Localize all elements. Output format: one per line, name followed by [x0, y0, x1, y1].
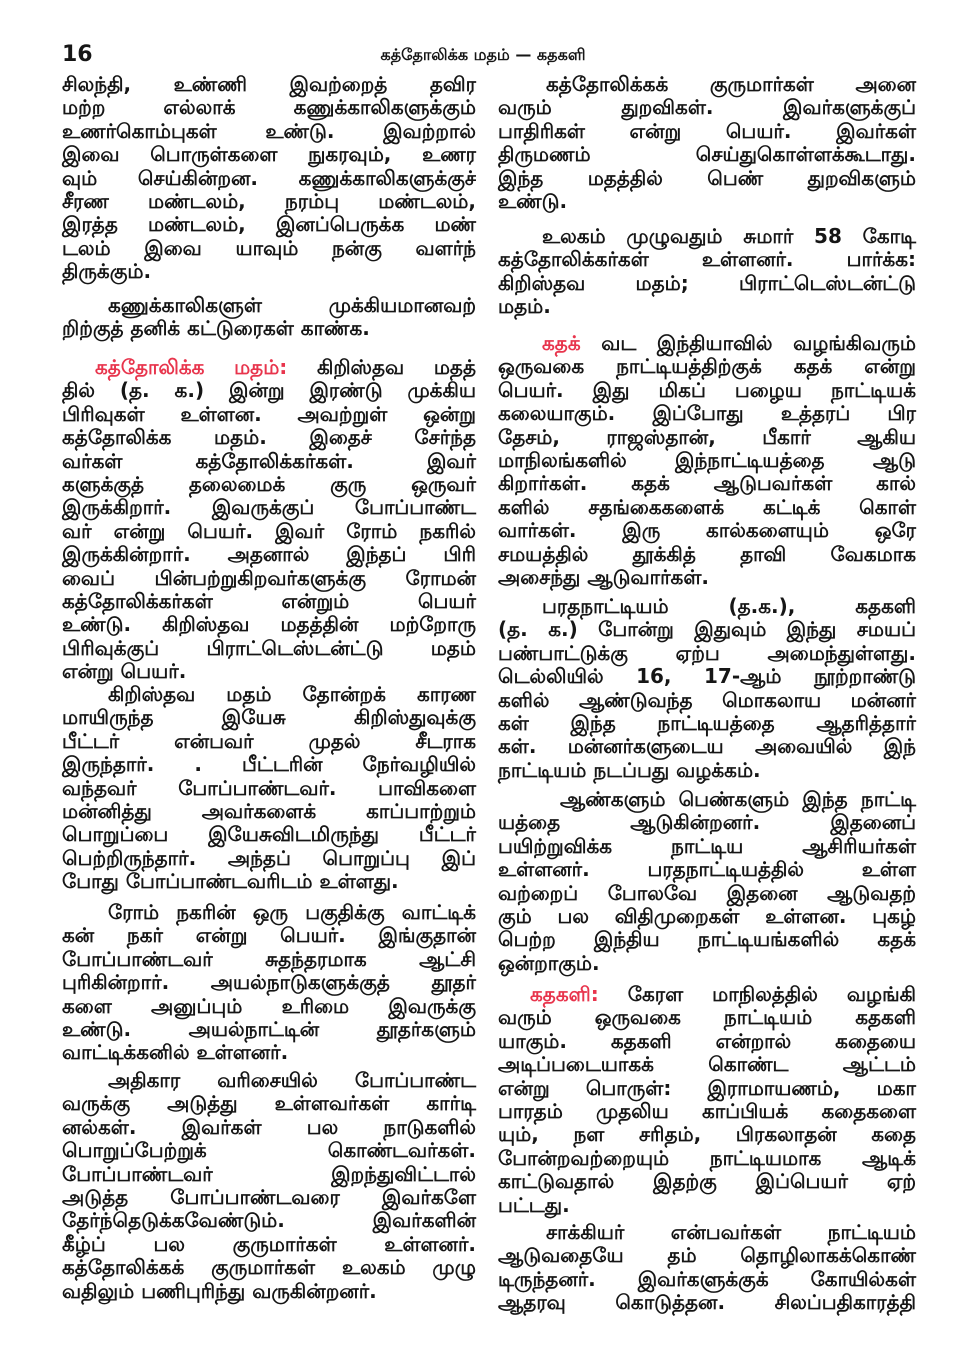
text-line: [498, 882, 916, 905]
text-line: [62, 73, 476, 96]
line-text: உள்ளனர். பரதநாட்டியத்தில் உள்ள: [498, 857, 916, 882]
text-line: [498, 543, 916, 566]
text-line: [62, 96, 476, 119]
line-text: வரும் துறவிகள். இவர்களுக்குப்: [498, 95, 916, 120]
text-line: [62, 924, 476, 947]
paragraph: [62, 294, 476, 341]
line-text: வர் என்று பெயர். இவர் ரோம் நகரில்: [62, 518, 476, 543]
headword: கதகளி:: [530, 982, 599, 1006]
line-text: பீட்டர் என்பவர் முதல் சீடராக: [62, 728, 476, 753]
text-line: [498, 788, 916, 811]
line-text: யாகும். கதகளி என்றால் கதையை: [498, 1028, 916, 1053]
text-line: [62, 590, 476, 613]
line-text: ஆதரவு கொடுத்தன. சிலப்பதிகாரத்தி: [498, 1290, 916, 1315]
line-text: ஆண்களும் பெண்களும் இந்த நாட்டி: [560, 787, 916, 811]
text-line: [62, 1163, 476, 1186]
line-text: கத்தோலிக்கர்கள் என்றும் பெயர்: [62, 588, 476, 613]
text-line: [498, 272, 916, 295]
line-text: வட இந்தியாவில் வழங்கிவரும்: [601, 331, 916, 355]
line-text: பிரிவுக்குப் பிராட்டெஸ்டன்ட்டு மதம்: [62, 635, 476, 660]
text-line: [62, 1069, 476, 1092]
text-line: [62, 800, 476, 823]
text-line: [62, 870, 476, 893]
text-line: [62, 823, 476, 846]
text-line: [498, 1244, 916, 1267]
line-text: டெல்லியில் 16, 17-ஆம் நூற்றாண்டு: [498, 664, 916, 689]
headword: கதக்: [542, 331, 581, 355]
text-line: [498, 472, 916, 495]
line-text: கீழ்ப் பல குருமார்கள் உள்ளனர்.: [62, 1231, 476, 1256]
line-text: கும் பல விதிமுறைகள் உள்ளன. புகழ்: [498, 903, 916, 928]
text-line: [498, 449, 916, 472]
text-line: [62, 520, 476, 543]
text-line: [62, 753, 476, 776]
line-text: இருந்தார். . பீட்டரின் நேர்வழியில்: [62, 752, 476, 777]
line-text: டலம் இவை யாவும் நன்கு வளர்ந்: [62, 235, 476, 260]
line-text: மதம்.: [498, 294, 551, 319]
line-text: அதிகார வரிசையில் போப்பாண்ட: [108, 1068, 476, 1092]
line-text: பெயர். இது மிகப் பழைய நாட்டியக்: [498, 377, 916, 402]
text-line: [498, 1123, 916, 1146]
line-text: கலையாகும். இப்போது உத்தரப் பிர: [498, 401, 916, 426]
text-line: [62, 1233, 476, 1256]
text-line: [62, 1256, 476, 1279]
text-line: [62, 1139, 476, 1162]
line-text: மாநிலங்களில் இந்நாட்டியத்தை ஆடு: [498, 447, 916, 472]
paragraph: [62, 73, 476, 284]
line-text: இவை பொருள்களை நுகரவும், உணர: [62, 142, 476, 167]
text-line: [62, 356, 476, 379]
text-line: [498, 835, 916, 858]
line-text: பெற்றிருந்தார். அந்தப் பொறுப்பு இப்: [62, 845, 476, 870]
text-line: [498, 689, 916, 712]
line-text: திருமணம் செய்துகொள்ளக்கூடாது.: [498, 142, 916, 167]
line-text: கணுக்காலிகளுள் முக்கியமானவற்: [108, 293, 476, 317]
text-line: [62, 1280, 476, 1303]
line-text: போப்பாண்டவர் சுதந்தரமாக ஆட்சி: [62, 946, 476, 971]
line-text: போது போப்பாண்டவரிடம் உள்ளது.: [62, 869, 399, 894]
text-line: [498, 618, 916, 641]
line-text: மாயிருந்த இயேசு கிறிஸ்துவுக்கு: [62, 705, 476, 730]
text-line: [498, 983, 916, 1006]
text-line: [62, 901, 476, 924]
line-text: பெற்ற இந்திய நாட்டியங்களில் கதக்: [498, 927, 916, 952]
paragraph: [498, 1221, 916, 1315]
text-line: [498, 1030, 916, 1053]
text-line: [62, 379, 476, 402]
line-text: சீரண மண்டலம், நரம்பு மண்டலம்,: [62, 188, 476, 213]
line-text: மன்னித்து அவர்களைக் காப்பாற்றும்: [62, 798, 476, 823]
text-line: [498, 496, 916, 519]
text-line: [62, 426, 476, 449]
text-line: [62, 143, 476, 166]
text-line: [62, 1018, 476, 1041]
line-text: கிறிஸ்தவ மதம் தோன்றக் காரண: [108, 682, 476, 706]
text-line: [62, 660, 476, 683]
page-number: 16: [62, 42, 93, 67]
line-text: சாக்கியர் என்பவர்கள் நாட்டியம்: [546, 1220, 916, 1244]
text-line: [62, 706, 476, 729]
text-line: [62, 1116, 476, 1139]
text-line: [498, 566, 916, 589]
text-line: [62, 473, 476, 496]
text-line: [62, 496, 476, 519]
line-text: காட்டுவதால் இதற்கு இப்பெயர் ஏற்: [498, 1169, 916, 1194]
paragraph: [498, 788, 916, 975]
line-text: போப்பாண்டவர் இறந்துவிட்டால்: [62, 1161, 476, 1186]
line-text: தில் (த. க.) இன்று இரண்டு முக்கிய: [62, 378, 476, 403]
text-line: [498, 167, 916, 190]
text-line: [62, 403, 476, 426]
line-text: உலகம் முழுவதும் சுமார் 58 கோடி: [542, 224, 916, 248]
line-text: களில் ஆண்டுவந்த மொகலாய மன்னர்: [498, 687, 916, 712]
text-line: [498, 735, 916, 758]
paragraph: [498, 225, 916, 319]
line-text: வாட்டிக்கனில் உள்ளனர்.: [62, 1040, 289, 1065]
line-text: என்று பெயர்.: [62, 659, 187, 684]
line-text: கள் இந்த நாட்டியத்தை ஆதரித்தார்: [498, 710, 916, 735]
line-text: றிற்குத் தனிக் கட்டுரைகள் காண்க.: [62, 316, 370, 341]
text-line: [62, 190, 476, 213]
headword: கத்தோலிக்க மதம்:: [95, 355, 288, 379]
line-text: ஒன்றாகும்.: [498, 950, 600, 975]
text-line: [62, 1186, 476, 1209]
text-line: [498, 811, 916, 834]
line-text: பிரிவுகள் உள்ளன. அவற்றுள் ஒன்று: [62, 401, 476, 426]
line-text: ஆடுவதையே தம் தொழிலாகக்கொண்: [498, 1243, 916, 1268]
line-text: பாரதம் முதலிய காப்பியக் கதைகளை: [498, 1098, 916, 1123]
line-text: இரத்த மண்டலம், இனப்பெருக்க மண்: [62, 212, 476, 237]
paragraph: [498, 595, 916, 782]
line-text: (த. க.) போன்று இதுவும் இந்து சமயப்: [498, 617, 916, 642]
text-line: [62, 237, 476, 260]
text-line: [498, 426, 916, 449]
text-line: [62, 120, 476, 143]
text-line: [498, 73, 916, 96]
line-text: வும் செய்கின்றன. கணுக்காலிகளுக்குச்: [62, 165, 476, 190]
text-line: [62, 317, 476, 340]
text-line: [62, 294, 476, 317]
line-text: இருக்கிறார். இவருக்குப் போப்பாண்ட: [62, 495, 476, 520]
text-line: [498, 1100, 916, 1123]
line-text: சமயத்தில் தூக்கித் தாவி வேகமாக: [498, 541, 916, 566]
text-line: [498, 1147, 916, 1170]
line-text: இந்த மதத்தில் பெண் துறவிகளும்: [498, 165, 916, 190]
text-line: [62, 543, 476, 566]
text-line: [498, 295, 916, 318]
text-line: [498, 1077, 916, 1100]
line-text: பரதநாட்டியம் (த.க.), கதகளி: [542, 594, 916, 618]
line-text: களில் சதங்கைகளைக் கட்டிக் கொள்: [498, 494, 916, 519]
line-text: வருக்கு அடுத்து உள்ளவர்கள் கார்டி: [62, 1091, 476, 1116]
line-text: மற்ற எல்லாக் கணுக்காலிகளுக்கும்: [62, 95, 476, 120]
line-text: உண்டு. கிறிஸ்தவ மதத்தின் மற்றோரு: [62, 612, 476, 637]
text-line: [62, 213, 476, 236]
text-line: [62, 1041, 476, 1064]
line-text: அசைந்து ஆடுவார்கள்.: [498, 564, 709, 589]
text-line: [62, 450, 476, 473]
line-text: புரிகின்றார். அயல்நாடுகளுக்குத் தூதர்: [62, 970, 476, 995]
text-line: [498, 402, 916, 425]
text-line: [498, 519, 916, 542]
line-text: களுக்குத் தலைமைக் குரு ஒருவர்: [62, 471, 476, 496]
text-line: [498, 225, 916, 248]
text-line: [62, 1209, 476, 1232]
paragraph: [62, 683, 476, 894]
line-text: வரும் ஒருவகை நாட்டியம் கதகளி: [498, 1005, 916, 1030]
text-line: [62, 1092, 476, 1115]
text-line: [62, 260, 476, 283]
line-text: அடிப்படையாகக் கொண்ட ஆட்டம்: [498, 1052, 916, 1077]
line-text: போன்றவற்றையும் நாட்டியமாக ஆடிக்: [498, 1145, 916, 1170]
text-line: [498, 96, 916, 119]
text-line: [498, 665, 916, 688]
line-text: கத்தோலிக்கக் குருமார்கள் உலகம் முழு: [62, 1255, 476, 1280]
line-text: பொறுப்பை இயேசுவிடமிருந்து பீட்டர்: [62, 822, 476, 847]
line-text: பயிற்றுவிக்க நாட்டிய ஆசிரியர்கள்: [498, 833, 916, 858]
line-text: தேசம், ராஜஸ்தான், பீகார் ஆகிய: [498, 424, 916, 449]
line-text: பண்பாட்டுக்கு ஏற்ப அமைந்துள்ளது.: [498, 640, 916, 665]
line-text: பொறுப்பேற்றுக் கொண்டவர்கள்.: [62, 1138, 476, 1163]
line-text: கிறிஸ்தவ மதம்; பிராட்டெஸ்டன்ட்டு: [498, 270, 916, 295]
text-line: [498, 642, 916, 665]
paragraph-entry-kathak: [498, 332, 916, 589]
text-line: [498, 759, 916, 782]
line-text: கத்தோலிக்கர்கள் உள்ளனர். பார்க்க:: [498, 247, 916, 272]
text-line: [498, 332, 916, 355]
line-text: களை அனுப்பும் உரிமை இவருக்கு: [62, 993, 476, 1018]
text-line: [498, 1006, 916, 1029]
line-text: னல்கள். இவர்கள் பல நாடுகளில்: [62, 1114, 476, 1139]
line-text: கேரள மாநிலத்தில் வழங்கி: [627, 982, 916, 1006]
text-line: [498, 905, 916, 928]
line-text: வற்றைப் போலவே இதனை ஆடுவதற்: [498, 880, 916, 905]
line-text: வந்தவர் போப்பாண்டவர். பாவிகளை: [62, 775, 476, 800]
text-line: [498, 1221, 916, 1244]
text-line: [62, 637, 476, 660]
text-line: [62, 730, 476, 753]
line-text: யும், நள சரிதம், பிரகலாதன் கதை: [498, 1122, 916, 1147]
line-text: சிலந்தி, உண்ணி இவற்றைத் தவிர: [62, 72, 476, 96]
line-text: கிறிஸ்தவ மதத்: [316, 355, 476, 379]
text-line: [498, 248, 916, 271]
text-line: [498, 595, 916, 618]
line-text: பாதிரிகள் என்று பெயர். இவர்கள்: [498, 118, 916, 143]
line-text: தேர்ந்தெடுக்கவேண்டும். இவர்களின்: [62, 1208, 476, 1233]
text-line: [62, 948, 476, 971]
running-title: கத்தோலிக்க மதம் — கதகளி: [380, 45, 586, 64]
text-line: [62, 971, 476, 994]
line-text: பட்டது.: [498, 1192, 570, 1217]
line-text: கத்தோலிக்க மதம். இதைச் சேர்ந்த: [62, 425, 476, 450]
text-line: [498, 712, 916, 735]
text-line: [62, 777, 476, 800]
text-line: [498, 1268, 916, 1291]
line-text: வதிலும் பணிபுரிந்து வருகின்றனர்.: [62, 1278, 377, 1303]
line-text: கத்தோலிக்கக் குருமார்கள் அனை: [546, 72, 916, 96]
line-text: என்று பொருள்: இராமாயணம், மகா: [498, 1075, 916, 1100]
line-text: அடுத்த போப்பாண்டவரை இவர்களே: [62, 1184, 476, 1209]
line-text: யத்தை ஆடுகின்றனர். இதனைப்: [498, 810, 916, 835]
text-line: [62, 167, 476, 190]
text-line: [498, 858, 916, 881]
text-line: [498, 120, 916, 143]
line-text: உணர்கொம்புகள் உண்டு. இவற்றால்: [62, 118, 476, 143]
text-line: [498, 952, 916, 975]
text-line: [62, 995, 476, 1018]
text-line: [62, 683, 476, 706]
text-line: [62, 567, 476, 590]
text-line: [498, 355, 916, 378]
line-text: கள். மன்னர்களுடைய அவையில் இந்: [498, 734, 916, 759]
line-text: இருக்கின்றார். அதனால் இந்தப் பிரி: [62, 542, 476, 567]
line-text: வைப் பின்பற்றுகிறவர்களுக்கு ரோமன்: [62, 565, 476, 590]
right-column: [498, 0, 916, 1364]
line-text: உண்டு.: [498, 188, 568, 213]
line-text: ஒருவகை நாட்டியத்திற்குக் கதக் என்று: [498, 354, 916, 379]
line-text: கிறார்கள். கதக் ஆடுபவர்கள் கால்: [498, 471, 916, 496]
text-line: [498, 1170, 916, 1193]
line-text: நாட்டியம் நடப்பது வழக்கம்.: [498, 757, 761, 782]
text-line: [62, 847, 476, 870]
paragraph-entry-kathakali: [498, 983, 916, 1217]
line-text: திருக்கும்.: [62, 259, 152, 284]
line-text: ரோம் நகரின் ஒரு பகுதிக்கு வாட்டிக்: [108, 900, 476, 924]
text-line: [62, 613, 476, 636]
left-column: [62, 0, 476, 1364]
text-line: [498, 190, 916, 213]
text-line: [498, 379, 916, 402]
text-line: [498, 1291, 916, 1314]
line-text: உண்டு. அயல்நாட்டின் தூதர்களும்: [62, 1016, 476, 1041]
text-line: [498, 1194, 916, 1217]
line-text: கன் நகர் என்று பெயர். இங்குதான்: [62, 923, 476, 948]
paragraph-entry-catholicism: [62, 356, 476, 683]
paragraph: [62, 1069, 476, 1303]
text-line: [498, 1053, 916, 1076]
line-text: வார்கள். இரு கால்களையும் ஒரே: [498, 518, 916, 543]
text-line: [498, 928, 916, 951]
text-line: [498, 143, 916, 166]
paragraph: [498, 73, 916, 213]
paragraph: [62, 901, 476, 1065]
line-text: டிருந்தனர். இவர்களுக்குக் கோயில்கள்: [498, 1266, 916, 1291]
line-text: வர்கள் கத்தோலிக்கர்கள். இவர்: [62, 448, 476, 473]
